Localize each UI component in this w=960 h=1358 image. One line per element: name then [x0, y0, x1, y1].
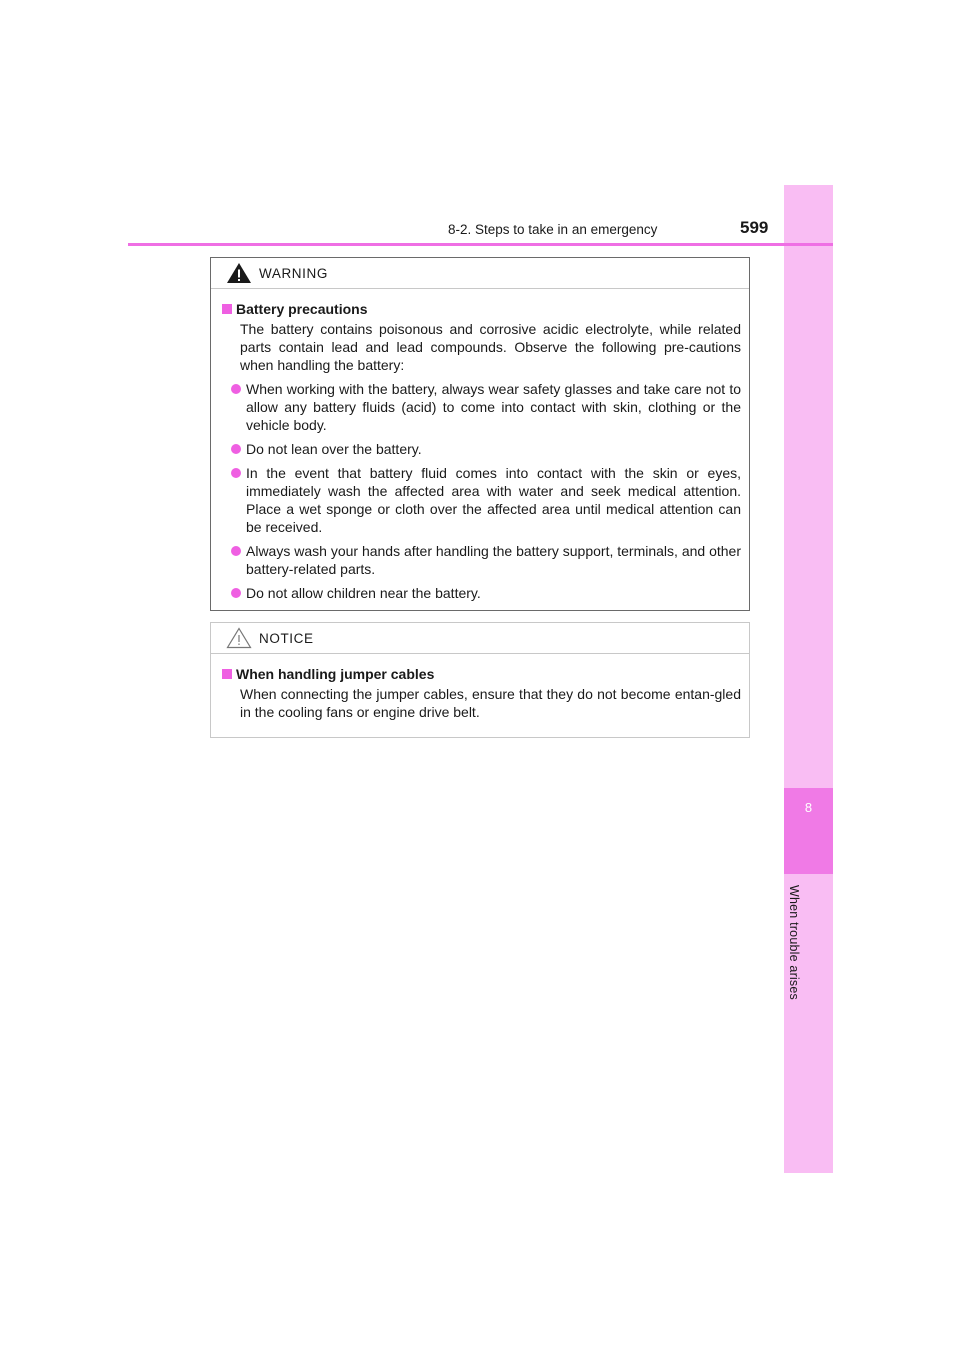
header-rule	[128, 243, 833, 246]
notice-header	[211, 623, 749, 654]
square-bullet-icon	[222, 304, 232, 314]
warning-box	[210, 257, 750, 611]
warning-label: WARNING	[259, 265, 328, 281]
bullet-dot-icon	[231, 384, 241, 394]
warning-intro: The battery contains poisonous and corrosive acidic electrolyte, while related parts contain lead and lead compounds. Observe the following pre-cautions when handling the battery:	[240, 321, 741, 373]
warning-heading-text: Battery precautions	[236, 301, 368, 317]
notice-text: When connecting the jumper cables, ensure that they do not become entan-gled in the cooling fans or engine drive belt.	[240, 686, 741, 720]
caution-outline-icon	[226, 627, 252, 649]
warning-header	[211, 258, 749, 289]
bullet-dot-icon	[231, 468, 241, 478]
list-item: Do not lean over the battery.	[231, 440, 741, 458]
list-item: When working with the battery, always wear safety glasses and take care not to allow any battery fluids (acid) to come into contact with skin, clothing or the vehicle body.	[231, 380, 741, 434]
bullet-dot-icon	[231, 588, 241, 598]
notice-heading-text: When handling jumper cables	[236, 666, 435, 682]
warning-list	[231, 380, 741, 602]
bullet-dot-icon	[231, 444, 241, 454]
list-item: Do not allow children near the battery.	[231, 584, 741, 602]
warning-icon	[226, 262, 252, 284]
section-title: 8-2. Steps to take in an emergency	[448, 222, 658, 237]
list-item: Always wash your hands after handling the battery support, terminals, and other battery-related parts.	[231, 542, 741, 578]
warning-body	[211, 289, 749, 602]
list-item: In the event that battery fluid comes into contact with the skin or eyes, immediately wash the affected area with water and seek medical attention. Place a wet sponge or cloth over the affected area until medical attention can be received.	[231, 464, 741, 536]
chapter-side-tab	[784, 185, 833, 1173]
notice-label: NOTICE	[259, 630, 314, 646]
bullet-dot-icon	[231, 546, 241, 556]
square-bullet-icon	[222, 669, 232, 679]
notice-body	[211, 654, 749, 721]
page-number: 599	[740, 218, 769, 237]
chapter-title: When trouble arises	[787, 885, 801, 1000]
notice-heading	[222, 665, 741, 683]
warning-heading	[222, 300, 741, 318]
chapter-number: 8	[804, 800, 813, 815]
notice-box	[210, 622, 750, 738]
